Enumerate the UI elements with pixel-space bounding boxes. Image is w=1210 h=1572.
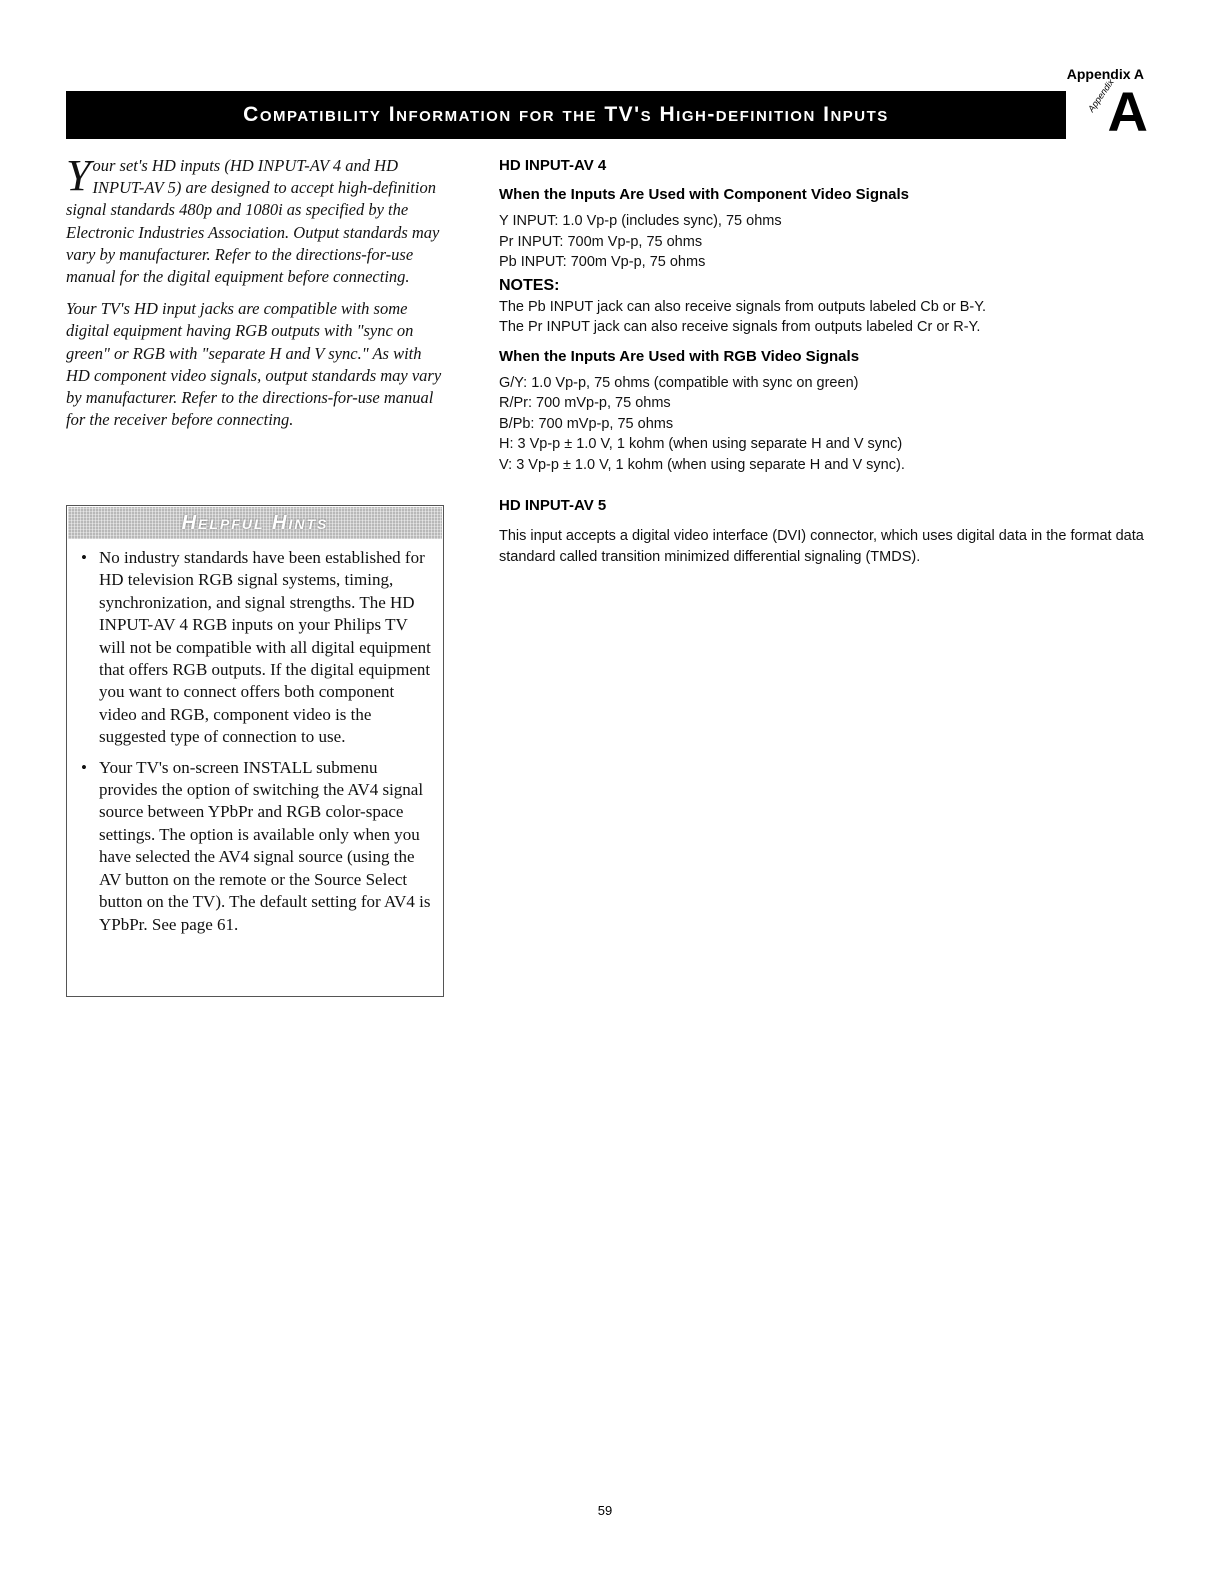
helpful-hints-list	[81, 547, 433, 936]
intro-paragraph-2: Your TV's HD input jacks are compatible with some digital equipment having RGB outputs with "sync on green" or RGB with "separate H and V sync." As with HD component video signals, output standards may vary by manufacturer. Refer to the directions-for-use manual for the receiver before connecting.	[66, 299, 442, 430]
appendix-label: Appendix A	[1066, 66, 1144, 82]
rgb-spec-bpb: B/Pb: 700 mVp-p, 75 ohms	[499, 415, 674, 432]
intro-paragraph-1	[66, 151, 448, 288]
hint-item-2-text: Your TV's on-screen INSTALL submenu provides the option of switching the AV4 signal source between YPbPr and RGB color-space settings. The option is available only when you have selected the AV4 signal source (using the AV button on the remote or the Source Select button on the TV). The default setting for AV4 is YPbPr. See page 61.	[99, 757, 431, 934]
appendix-badge	[1072, 77, 1150, 143]
note-pb: The Pb INPUT jack can also receive signals from outputs labeled Cb or B-Y.	[499, 298, 987, 315]
rgb-spec-h: H: 3 Vp-p ± 1.0 V, 1 kohm (when using separate H and V sync)	[499, 436, 903, 452]
notes-block	[499, 297, 1159, 338]
page-number: 59	[597, 1503, 613, 1518]
intro-paragraph-1-text: our set's HD inputs (HD INPUT-AV 4 and HD INPUT-AV 5) are designed to accept high-definition signal standards 480p and 1080i as specified by the Electronic Industries Association. Output standards may vary by manufacturer. Refer to the directions-for-use manual for the digital equipment before connecting.	[66, 156, 440, 287]
av5-body: This input accepts a digital video interface (DVI) connector, which uses digital data in the format data standard called transition minimized differential signaling (TMDS).	[499, 528, 1144, 565]
helpful-hints-box	[66, 505, 444, 997]
av4-heading: HD INPUT-AV 4	[499, 157, 607, 174]
component-spec-pr: Pr INPUT: 700m Vp-p, 75 ohms	[499, 233, 703, 250]
component-spec-pb: Pb INPUT: 700m Vp-p, 75 ohms	[499, 254, 706, 270]
intro-dropcap: Y	[66, 151, 91, 200]
right-column	[499, 157, 1159, 567]
rgb-video-heading: When the Inputs Are Used with RGB Video Signals	[499, 347, 860, 365]
appendix-badge-side-text: Appendix	[1086, 77, 1116, 114]
left-column	[66, 151, 448, 441]
note-pr: The Pr INPUT jack can also receive signals from outputs labeled Cr or R-Y.	[499, 319, 981, 335]
hint-item-1	[81, 547, 433, 749]
rgb-spec-gy: G/Y: 1.0 Vp-p, 75 ohms (compatible with sync on green)	[499, 374, 859, 391]
rgb-spec-v: V: 3 Vp-p ± 1.0 V, 1 kohm (when using separate H and V sync).	[499, 456, 905, 473]
bullet-icon: •	[81, 548, 87, 567]
appendix-badge-letter: A	[1107, 80, 1148, 143]
hint-item-2	[81, 757, 433, 936]
rgb-spec-rpr: R/Pr: 700 mVp-p, 75 ohms	[499, 395, 671, 411]
component-spec-y: Y INPUT: 1.0 Vp-p (includes sync), 75 ohms	[499, 213, 782, 229]
component-video-heading: When the Inputs Are Used with Component Video Signals	[499, 186, 910, 203]
av5-heading: HD INPUT-AV 5	[499, 497, 607, 514]
bullet-icon: •	[81, 757, 87, 777]
helpful-hints-title: Helpful Hints	[68, 507, 442, 539]
hint-item-1-text: No industry standards have been established for HD television RGB signal systems, timing, synchronization, and signal strengths. The HD INPUT-AV 4 RGB inputs on your Philips TV will not be compatible with all digital equipment that offers RGB outputs. If the digital equipment you want to connect offers both component video and RGB, component video is the suggested type of connection to use.	[99, 548, 431, 747]
page-title: Compatibility Information for the TV's High-definition Inputs	[66, 91, 1066, 139]
notes-heading: NOTES:	[499, 276, 560, 294]
